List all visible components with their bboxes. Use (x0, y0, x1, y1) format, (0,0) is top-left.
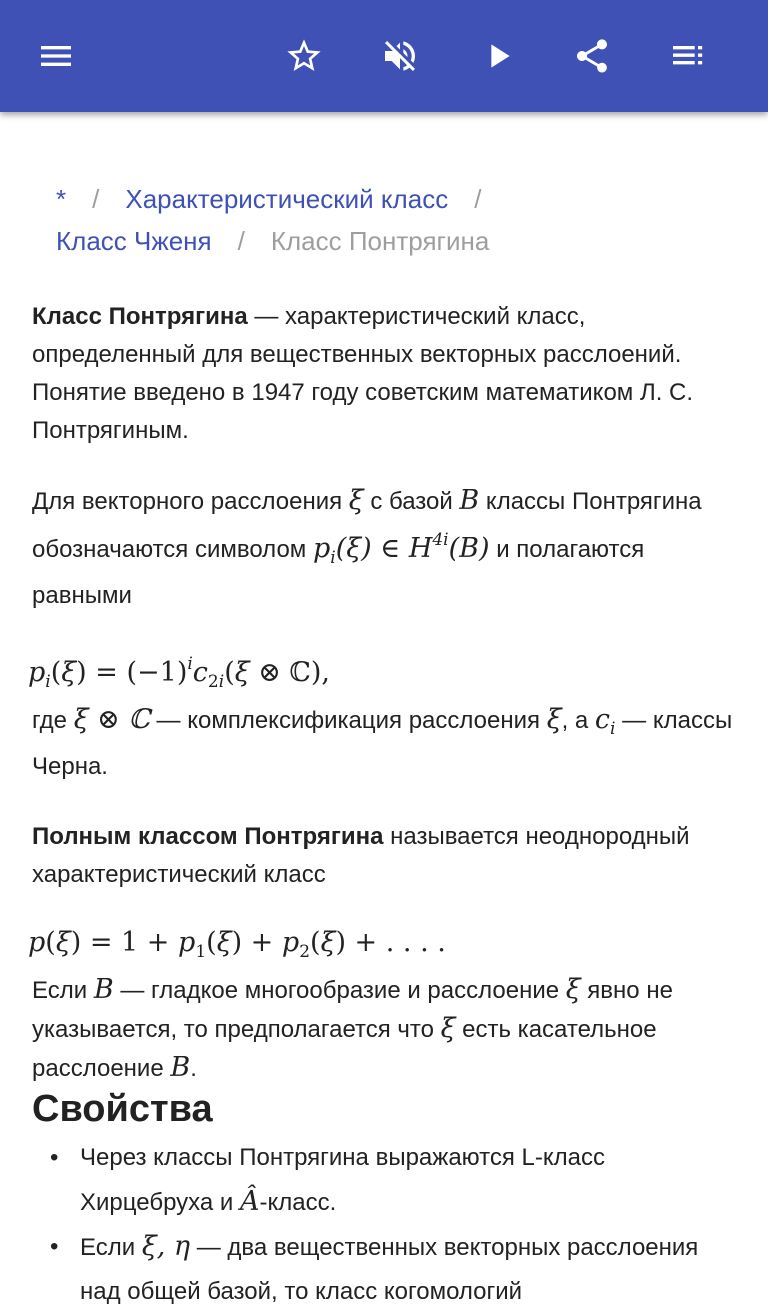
where-text: — классы Черна. (32, 707, 733, 780)
where-text: — комплексификация расслоения (149, 707, 547, 734)
list-item (32, 1136, 736, 1225)
article-content (0, 112, 768, 1305)
math-xi-eta: ξ, η (141, 1231, 191, 1262)
mute-button[interactable] (372, 28, 428, 84)
list-item-text: Через классы Понтрягина выражаются L-класс Хирцебруха и (80, 1144, 605, 1216)
if-text: явно не указывается, то предполагается что (32, 977, 673, 1043)
contents-button[interactable] (660, 28, 716, 84)
list-item-text: Если (80, 1234, 142, 1261)
breadcrumb-current-page: Класс Понтрягина (270, 226, 490, 256)
breadcrumb-separator: / (237, 226, 245, 256)
article-body (28, 298, 736, 1120)
definition-text: классы Понтрягина обозначаются символом (32, 488, 702, 563)
volume-off-icon (380, 36, 420, 76)
play-button[interactable] (470, 28, 526, 84)
breadcrumb (56, 178, 736, 262)
breadcrumb-link-characteristic-class[interactable]: Характеристический класс (125, 184, 449, 214)
intro-term: Класс Понтрягина (32, 303, 248, 330)
if-paragraph (32, 971, 736, 1088)
math-ci: $c_i$ (594, 704, 616, 739)
math-complexification: ξ ⊗ ℂ (73, 704, 150, 735)
where-text: , а (561, 707, 595, 734)
full-class-term: Полным классом Понтрягина (32, 823, 384, 850)
definition-text: и полагаются равными (32, 536, 645, 609)
math-a-hat: Â (239, 1186, 260, 1217)
if-text: есть касательное расслоение (32, 1016, 657, 1082)
full-class-text: называется неоднородный характеристический класс (32, 823, 690, 888)
list-item-text: -класс. (259, 1189, 337, 1216)
menu-icon (36, 36, 76, 76)
where-paragraph (32, 701, 736, 786)
intro-paragraph (32, 298, 736, 450)
properties-list (32, 1136, 736, 1314)
definition-text: Для векторного расслоения (32, 488, 349, 515)
math-xi: ξ (348, 485, 364, 516)
pontryagin-formula: $p_i(\xi) = (-1)^ic_{2i}(\xi$ ⊗ ℂ), (28, 654, 331, 692)
breadcrumb-root-link[interactable]: * (56, 184, 67, 214)
math-b: B (459, 485, 480, 516)
if-text: — гладкое многообразие и расслоение (113, 977, 566, 1004)
math-b: B (170, 1052, 191, 1083)
breadcrumb-link-chern-class[interactable]: Класс Чженя (56, 226, 212, 256)
play-icon (478, 36, 518, 76)
if-text: . (190, 1055, 197, 1082)
app-toolbar (0, 0, 768, 112)
menu-button[interactable] (28, 28, 84, 84)
list-item-text: — два вещественных векторных расслоения над общей базой, то класс когомологий (80, 1234, 699, 1305)
total-pontryagin-formula: $p(\xi) = 1 + p_1(\xi) + p_2(\xi)$ + . . . . (28, 927, 446, 962)
where-text: где (32, 707, 74, 734)
breadcrumb-separator: / (474, 184, 482, 214)
list-item (32, 1225, 736, 1314)
playlist-icon (668, 36, 708, 76)
definition-text: с базой (363, 488, 460, 515)
math-xi: ξ (440, 1013, 456, 1044)
section-heading-properties: Свойства (32, 1088, 213, 1130)
favorite-button[interactable] (276, 28, 332, 84)
if-text: Если (32, 977, 94, 1004)
breadcrumb-separator: / (92, 184, 100, 214)
star-outline-icon (284, 36, 324, 76)
math-xi: ξ (565, 974, 581, 1005)
math-b: B (93, 974, 114, 1005)
intro-text: — характеристический класс, определенный для вещественных векторных расслоений. Понятие введено в 1947 году советским математиком Л. С. Понтрягиным. (32, 303, 694, 444)
math-pontryagin-class-symbol: $p_i(\xi)$ ∈ $H^{4i}(B)$ (312, 530, 490, 568)
share-icon (572, 36, 612, 76)
full-class-paragraph (32, 818, 736, 894)
math-xi: ξ (546, 704, 562, 735)
definition-paragraph (32, 482, 736, 615)
share-button[interactable] (564, 28, 620, 84)
